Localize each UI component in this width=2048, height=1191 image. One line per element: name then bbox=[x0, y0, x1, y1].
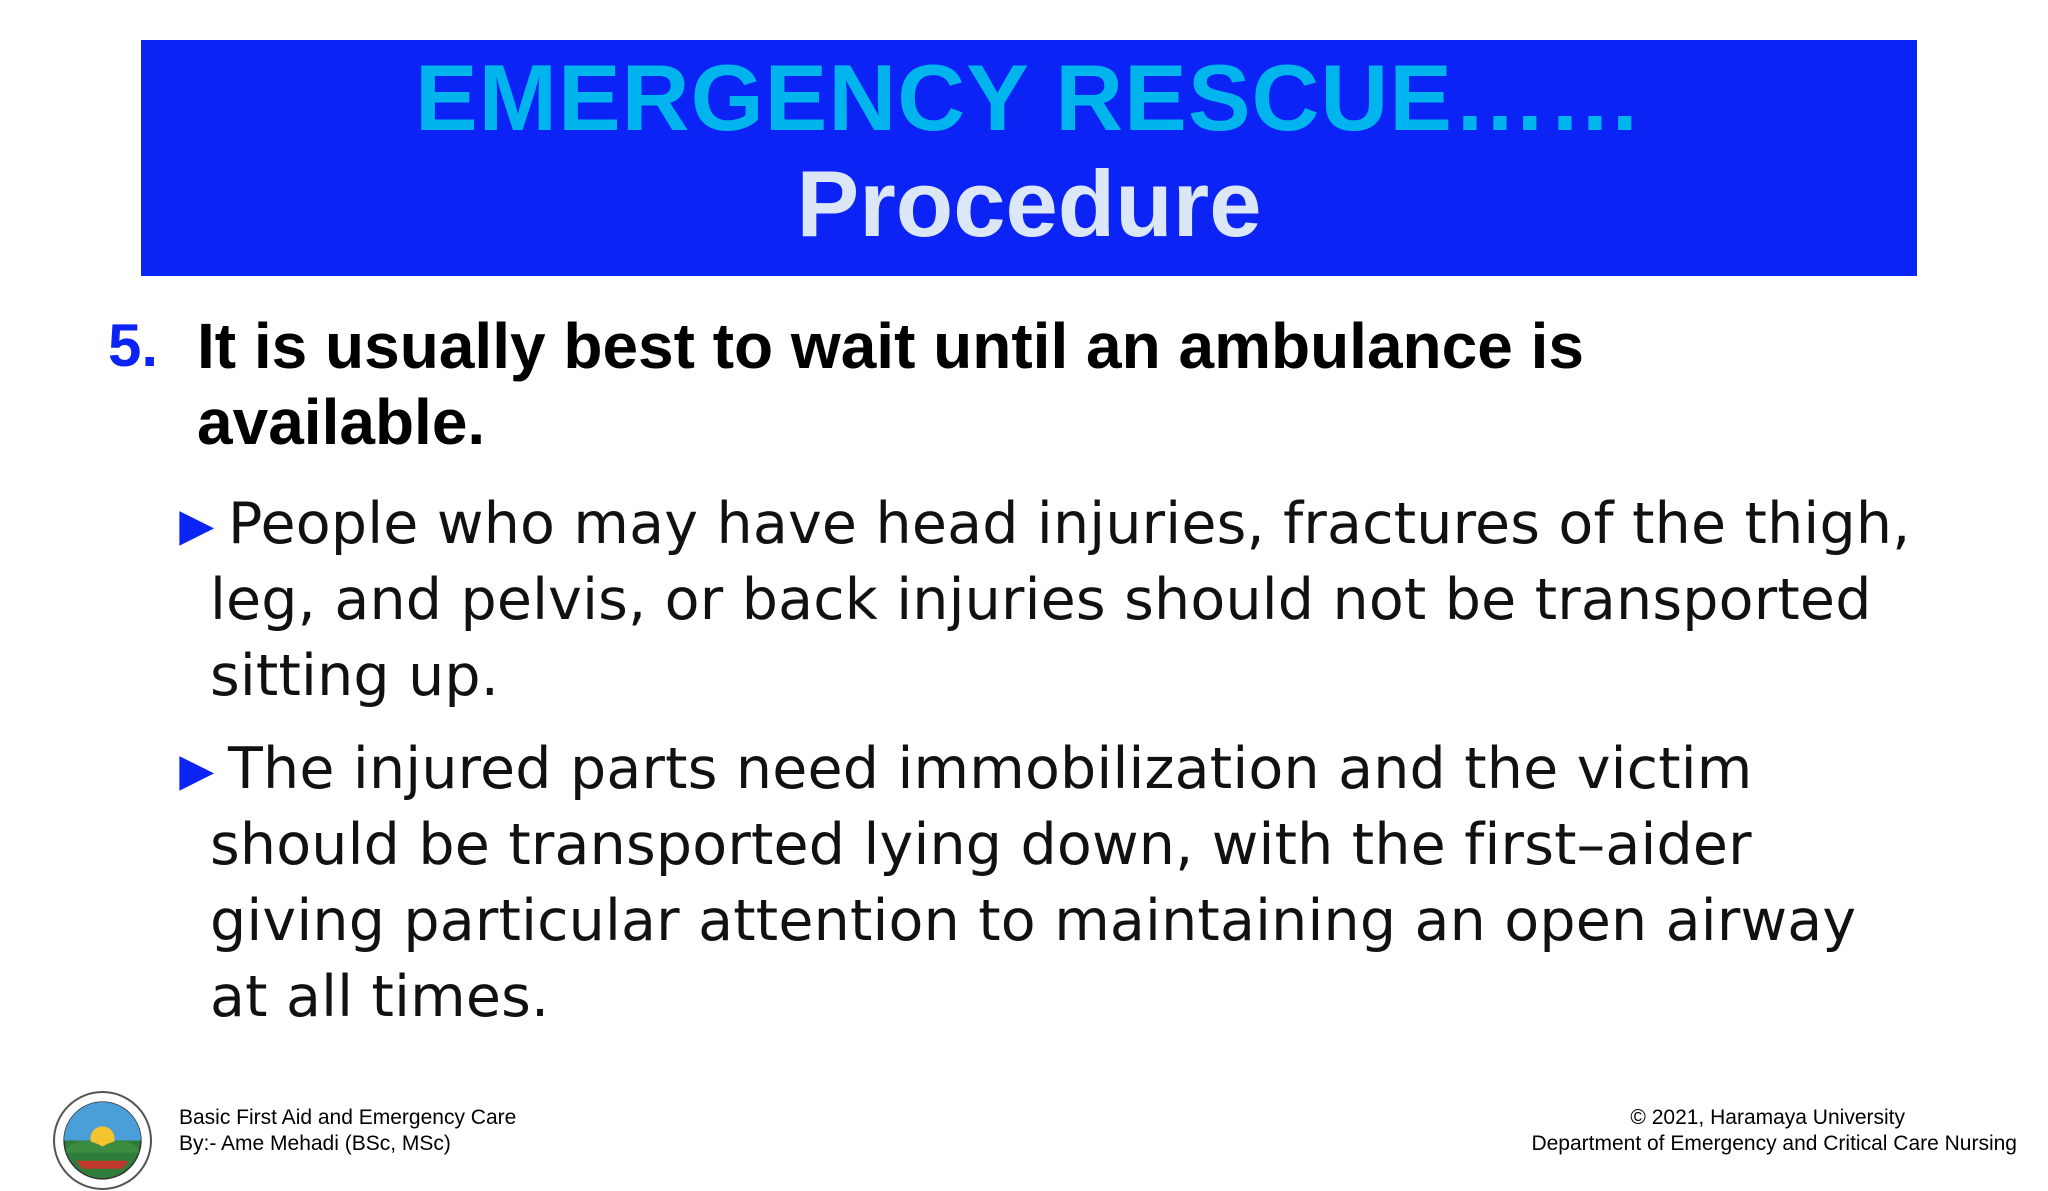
footer-author: By:- Ame Mehadi (BSc, MSc) bbox=[179, 1132, 451, 1155]
bullet-text: The injured parts need immobilization and the victim should be transported lying down, with the first–aider giving particular attention to maintaining an open airway at all times. bbox=[210, 736, 1857, 1030]
footer-course: Basic First Aid and Emergency Care bbox=[179, 1106, 517, 1129]
footer-department: Department of Emergency and Critical Care Nursing bbox=[1531, 1132, 2017, 1155]
footer-left bbox=[179, 1105, 516, 1157]
slide-title: EMERGENCY RESCUE…… bbox=[414, 45, 1644, 150]
point-text: It is usually best to wait until an ambulance is available. bbox=[197, 310, 1584, 458]
footer-copyright: © 2021, Haramaya University bbox=[1630, 1106, 1905, 1129]
point-number: 5. bbox=[108, 312, 159, 379]
bullet-text: People who may have head injuries, fractures of the thigh, leg, and pelvis, or back injuries should not be transported sitting up. bbox=[210, 491, 1911, 709]
triangle-bullet-icon: ► bbox=[168, 738, 226, 803]
university-seal-icon bbox=[52, 1090, 153, 1191]
slide-subtitle: Procedure bbox=[796, 151, 1262, 256]
triangle-bullet-icon: ► bbox=[168, 493, 226, 558]
title-banner bbox=[141, 40, 1917, 276]
footer-right bbox=[1531, 1105, 2017, 1157]
